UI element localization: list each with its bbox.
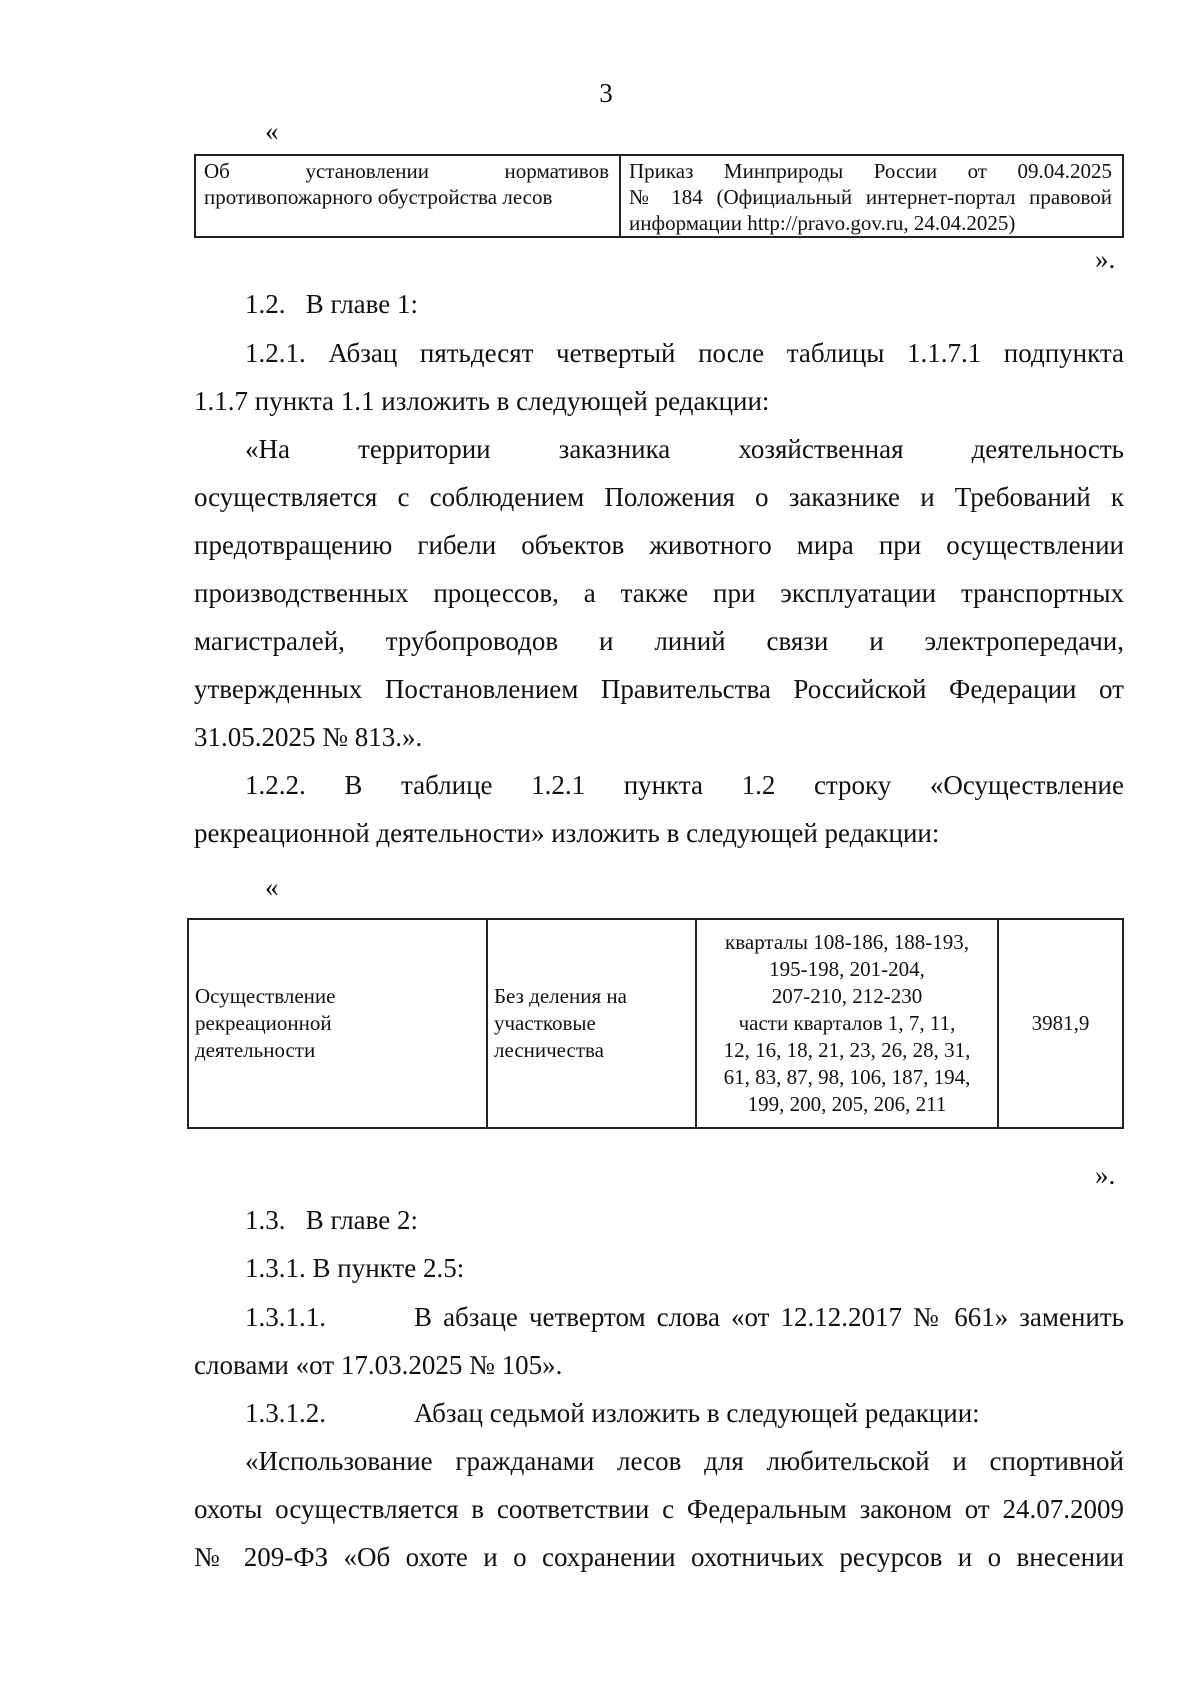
- cell-line: 12, 16, 18, 21, 23, 26, 28, 31,: [723, 1038, 971, 1062]
- table-cell-area: 3981,9: [998, 919, 1123, 1128]
- paragraph-line: словами «от 17.03.2025 № 105».: [194, 1350, 563, 1380]
- section-1-2-2: [194, 761, 1124, 857]
- paragraph-line: 1.2.1. Абзац пятьдесят четвертый после таблицы 1.1.7.1 подпункта: [245, 338, 1124, 368]
- table-row: [195, 155, 1123, 237]
- cell-line: деятельности: [195, 1038, 316, 1062]
- paragraph-line: 31.05.2025 № 813.».: [194, 722, 423, 752]
- section-number: 1.3.: [245, 1205, 286, 1235]
- table-cell-document-source: [620, 155, 1123, 237]
- paragraph-line: производственных процессов, а также при эксплуатации транспортных: [194, 578, 1124, 608]
- table-cell-forestry: [487, 919, 696, 1128]
- paragraph-line: магистралей, трубопроводов и линий связи и электропередачи,: [194, 626, 1124, 656]
- cell-line: № 184 (Официальный интернет-портал правовой: [629, 185, 1112, 209]
- opening-quote-1: «: [265, 116, 279, 146]
- section-1-3-1-1: [194, 1293, 1124, 1389]
- table-cell-document-title: [195, 155, 620, 237]
- section-heading: В главе 1:: [305, 289, 418, 319]
- cell-line: рекреационной: [195, 1011, 332, 1035]
- cell-line: кварталы 108-186, 188-193,: [725, 930, 969, 954]
- section-1-2: [194, 280, 1124, 328]
- cell-line: части кварталов 1, 7, 11,: [738, 1011, 956, 1035]
- paragraph-line: охоты осуществляется в соответствии с Федеральным законом от 24.07.2009: [194, 1494, 1124, 1524]
- cell-line: Без деления на: [494, 984, 627, 1008]
- paragraph-line: 1.2.2. В таблице 1.2.1 пункта 1.2 строку «Осуществление: [245, 770, 1124, 800]
- cell-line: 61, 83, 87, 98, 106, 187, 194,: [723, 1065, 971, 1089]
- cell-line: Об установлении нормативов: [204, 159, 609, 183]
- quote-hunting: [194, 1437, 1124, 1581]
- paragraph-line: «Использование гражданами лесов для любительской и спортивной: [245, 1446, 1124, 1476]
- section-number: 1.3.1.2.: [245, 1398, 326, 1428]
- section-1-3: [194, 1196, 1124, 1244]
- table-recreation: [187, 918, 1124, 1129]
- table-cell-activity: [188, 919, 487, 1128]
- cell-line: Осуществление: [195, 984, 336, 1008]
- paragraph-line: осуществляется с соблюдением Положения о заказнике и Требований к: [194, 482, 1124, 512]
- paragraph-line: 1.3.1. В пункте 2.5:: [245, 1253, 465, 1283]
- section-number: 1.2.: [245, 289, 286, 319]
- cell-line: лесничества: [494, 1038, 604, 1062]
- paragraph-line: рекреационной деятельности» изложить в следующей редакции:: [194, 818, 940, 848]
- section-heading: В главе 2:: [305, 1205, 418, 1235]
- page-number: 3: [599, 78, 613, 108]
- quote-reserve-activity: [194, 425, 1124, 761]
- table-row: [188, 919, 1123, 1128]
- closing-quote-2: ».: [1095, 1160, 1116, 1190]
- paragraph-line: В абзаце четвертом слова «от 12.12.2017 № 661» заменить: [414, 1302, 1124, 1332]
- cell-line: 199, 200, 205, 206, 211: [747, 1092, 947, 1116]
- cell-line: 207-210, 212-230: [771, 984, 923, 1008]
- cell-line: 195-198, 201-204,: [769, 957, 925, 981]
- paragraph-line: «На территории заказника хозяйственная деятельность: [245, 434, 1124, 464]
- cell-line: Приказ Минприроды России от 09.04.2025: [629, 159, 1112, 183]
- cell-line: информации http://pravo.gov.ru, 24.04.2025): [629, 211, 1016, 235]
- paragraph-line: № 209-ФЗ «Об охоте и о сохранении охотничьих ресурсов и о внесении: [194, 1542, 1124, 1572]
- table-cell-quarters: [696, 919, 998, 1128]
- closing-quote-1: ».: [1095, 244, 1116, 274]
- section-1-2-1: [194, 329, 1124, 425]
- section-1-3-1-2: [194, 1389, 1124, 1437]
- cell-line: участковые: [494, 1011, 596, 1035]
- section-number: 1.3.1.1.: [245, 1302, 326, 1332]
- table-fire-regulations: [194, 154, 1124, 238]
- cell-line: противопожарного обустройства лесов: [204, 185, 553, 209]
- paragraph-line: Абзац седьмой изложить в следующей редакции:: [414, 1398, 980, 1428]
- section-1-3-1: [194, 1244, 1124, 1292]
- opening-quote-2: «: [265, 872, 279, 902]
- paragraph-line: 1.1.7 пункта 1.1 изложить в следующей редакции:: [194, 386, 770, 416]
- paragraph-line: утвержденных Постановлением Правительства Российской Федерации от: [194, 674, 1124, 704]
- paragraph-line: предотвращению гибели объектов животного мира при осуществлении: [194, 530, 1124, 560]
